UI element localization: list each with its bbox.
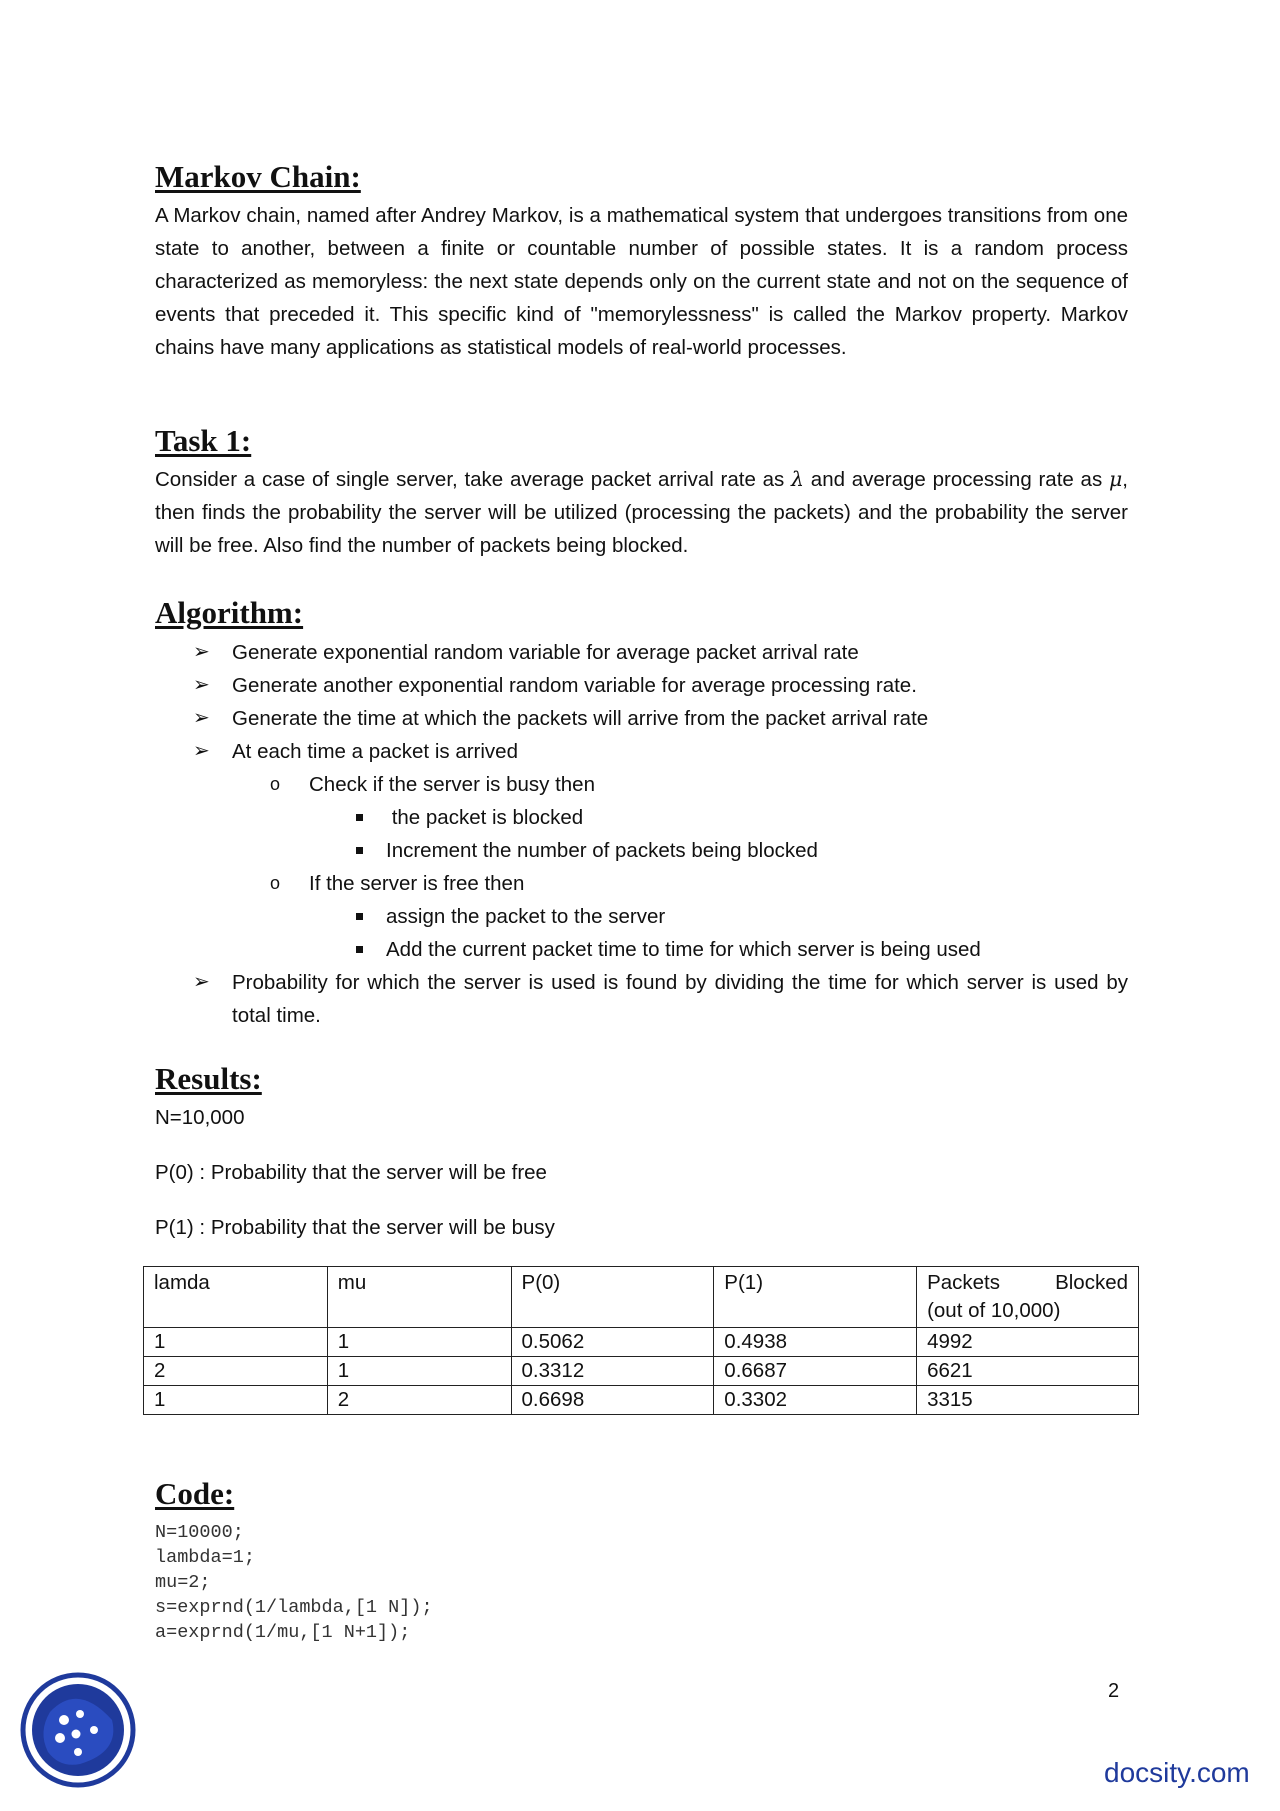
list-item	[155, 636, 1128, 669]
algorithm-step-text: Generate exponential random variable for average packet arrival rate	[232, 640, 859, 664]
free-condition-text: If the server is free then	[309, 871, 525, 895]
lambda-symbol: λ	[791, 467, 805, 492]
document-page	[155, 158, 1128, 1645]
square-bullet-icon	[356, 814, 363, 821]
task-1-paragraph	[155, 463, 1128, 562]
markov-chain-paragraph: A Markov chain, named after Andrey Markov, is a mathematical system that undergoes transitions from one state to another, between a finite or countable number of possible states. It is a random process characterized as memoryless: the next state depends only on the current state and not on the sequence of events that preceded it. This specific kind of "memorylessness" is called the Markov property. Markov chains have many applications as statistical models of real-world processes.	[155, 204, 1128, 360]
busy-action-text: Increment the number of packets being blocked	[386, 838, 818, 862]
arrow-bullet-icon: ➢	[193, 640, 210, 663]
arrow-bullet-icon: ➢	[193, 706, 210, 729]
square-bullet-icon	[356, 847, 363, 854]
header-cell-p0: P(0)	[511, 1266, 714, 1327]
table-cell: 6621	[917, 1356, 1139, 1385]
algorithm-step-text: Generate another exponential random variable for average processing rate.	[232, 673, 917, 697]
table-cell: 4992	[917, 1327, 1139, 1356]
blocked-label: Blocked	[1055, 1270, 1128, 1294]
p0-definition: P(0) : Probability that the server will be free	[155, 1160, 547, 1184]
mu-symbol: μ	[1108, 467, 1123, 492]
algorithm-section	[155, 594, 1128, 1031]
markov-chain-heading: Markov Chain:	[155, 159, 361, 194]
arrow-bullet-icon: ➢	[193, 739, 210, 762]
header-cell-lamda: lamda	[144, 1266, 328, 1327]
page-number: 2	[1108, 1680, 1120, 1702]
docsity-brand-link[interactable]: docsity.com	[1104, 1757, 1250, 1788]
table-cell: 2	[327, 1385, 511, 1414]
table-cell: 0.4938	[714, 1327, 917, 1356]
table-cell: 1	[144, 1385, 328, 1414]
list-item	[309, 834, 1128, 867]
free-actions-list	[309, 900, 1128, 966]
code-line: lambda=1;	[155, 1546, 255, 1568]
task-text-part-1: Consider a case of single server, take average packet arrival rate as	[155, 468, 792, 492]
table-cell: 1	[144, 1327, 328, 1356]
code-heading: Code:	[155, 1475, 235, 1511]
list-item	[155, 735, 1128, 966]
code-line: N=10000;	[155, 1521, 244, 1543]
table-cell: 0.6698	[511, 1385, 714, 1414]
task-1-section	[155, 422, 1128, 562]
table-cell: 0.3302	[714, 1385, 917, 1414]
header-cell-p1: P(1)	[714, 1266, 917, 1327]
arrow-bullet-icon: ➢	[193, 673, 210, 696]
docsity-logo-icon[interactable]	[20, 1672, 136, 1788]
task-text-part-2: and average processing rate as	[804, 468, 1109, 492]
results-section	[155, 1060, 1128, 1415]
task-text-part-3: , then finds the probability the server will be utilized (processing the packets) and the probability the server will be free. Also find the number of packets being blocked.	[155, 468, 1128, 558]
busy-action-text: the packet is blocked	[386, 805, 584, 829]
circle-bullet-icon: o	[270, 872, 281, 893]
table-cell: 3315	[917, 1385, 1139, 1414]
square-bullet-icon	[356, 946, 363, 953]
table-header-row	[144, 1266, 1139, 1327]
list-item	[155, 702, 1128, 735]
code-section	[155, 1475, 1128, 1645]
list-item	[309, 801, 1128, 834]
list-item	[155, 966, 1128, 1032]
table-cell: 1	[327, 1327, 511, 1356]
task-1-heading: Task 1:	[155, 423, 252, 459]
list-item	[232, 867, 1128, 966]
packets-label: Packets	[927, 1270, 1000, 1294]
algorithm-step-text: At each time a packet is arrived	[232, 739, 518, 763]
code-line: a=exprnd(1/mu,[1 N+1]);	[155, 1621, 411, 1643]
table-cell: 0.6687	[714, 1356, 917, 1385]
circle-bullet-icon: o	[270, 773, 281, 794]
table-cell: 1	[327, 1356, 511, 1385]
table-cell: 0.5062	[511, 1327, 714, 1356]
n-value-line: N=10,000	[155, 1105, 245, 1129]
table-row	[144, 1327, 1139, 1356]
out-of-label: (out of 10,000)	[927, 1298, 1061, 1322]
free-action-text: Add the current packet time to time for which server is being used	[386, 937, 981, 961]
table-cell: 2	[144, 1356, 328, 1385]
code-line: s=exprnd(1/lambda,[1 N]);	[155, 1596, 433, 1618]
list-item	[155, 669, 1128, 702]
free-action-text: assign the packet to the server	[386, 904, 666, 928]
busy-actions-list	[309, 801, 1128, 867]
p1-definition: P(1) : Probability that the server will be busy	[155, 1215, 555, 1239]
algorithm-sublist	[232, 768, 1128, 966]
table-cell: 0.3312	[511, 1356, 714, 1385]
code-block	[155, 1520, 1128, 1645]
list-item	[309, 933, 1128, 966]
list-item	[232, 768, 1128, 867]
busy-condition-text: Check if the server is busy then	[309, 772, 595, 796]
markov-chain-section	[155, 158, 1128, 364]
arrow-bullet-icon: ➢	[193, 970, 210, 993]
algorithm-heading: Algorithm:	[155, 595, 304, 631]
table-row	[144, 1385, 1139, 1414]
algorithm-list	[155, 636, 1128, 1032]
algorithm-step-text: Generate the time at which the packets will arrive from the packet arrival rate	[232, 706, 929, 730]
table-row	[144, 1356, 1139, 1385]
list-item	[309, 900, 1128, 933]
results-table	[143, 1266, 1139, 1415]
algorithm-step-text: Probability for which the server is used is found by dividing the time for which server is used by total time.	[232, 970, 1128, 1027]
results-heading: Results:	[155, 1060, 262, 1096]
code-line: mu=2;	[155, 1571, 211, 1593]
header-cell-mu: mu	[327, 1266, 511, 1327]
square-bullet-icon	[356, 913, 363, 920]
header-cell-packets-blocked	[917, 1266, 1139, 1327]
